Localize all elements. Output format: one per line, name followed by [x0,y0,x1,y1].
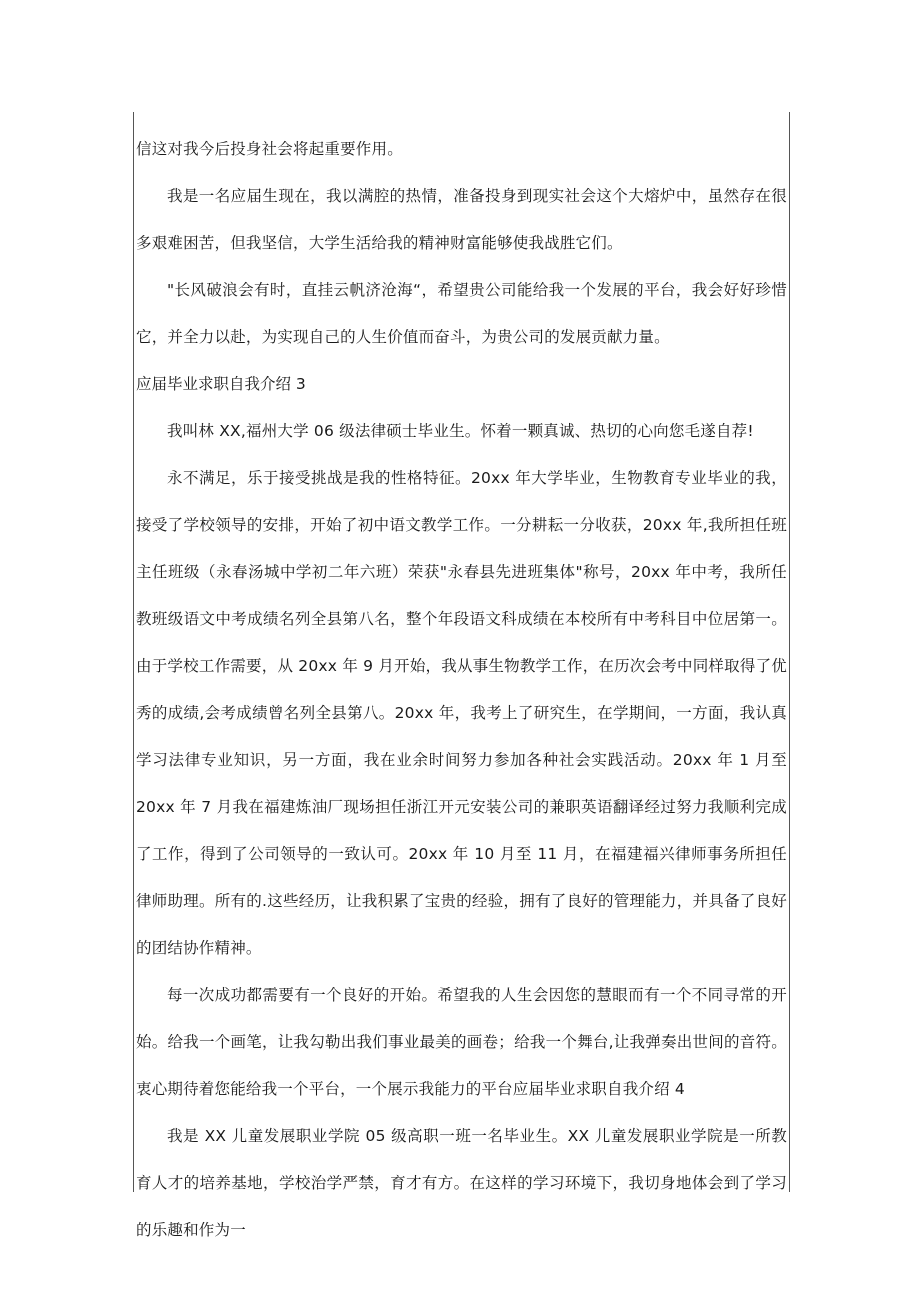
paragraph-self-recommendation: 我叫林 XX,福州大学 06 级法律硕士毕业生。怀着一颗真诚、热切的心向您毛遂自荐! [167,422,754,440]
section-heading-3: 应届毕业求职自我介绍 3 [136,375,306,393]
left-margin-rule [133,112,134,1192]
paragraph-section-4-intro: 我是 XX 儿童发展职业学院 05 级高职一班一名毕业生。XX 儿童发展职业学院是一所教育人才的培养基地，学校治学严禁，育才有方。在这样的学习环境下，我切身地体会到了学习的乐趣和作为一 [136,1127,787,1239]
paragraph-graduate-intro: 我是一名应届生现在，我以满腔的热情，准备投身到现实社会这个大熔炉中，虽然存在很多艰难困苦，但我坚信，大学生活给我的精神财富能够使我战胜它们。 [136,187,787,252]
document-page [136,126,787,1254]
paragraph-continuation: 信这对我今后投身社会将起重要作用。 [136,140,403,158]
paragraph-quote: "长风破浪会有时，直挂云帆济沧海“，希望贵公司能给我一个发展的平台，我会好好珍惜它，并全力以赴，为实现自己的人生价值而奋斗，为贵公司的发展贡献力量。 [136,281,787,346]
right-margin-rule [789,112,790,1192]
paragraph-closing: 每一次成功都需要有一个良好的开始。希望我的人生会因您的慧眼而有一个不同寻常的开始。给我一个画笔，让我勾勒出我们事业最美的画卷；给我一个舞台,让我弹奏出世间的音符。衷心期待着您能给我一个平台，一个展示我能力的平台应届毕业求职自我介绍 4 [136,986,787,1098]
paragraph-experience: 永不满足，乐于接受挑战是我的性格特征。20xx 年大学毕业，生物教育专业毕业的我，接受了学校领导的安排，开始了初中语文教学工作。一分耕耘一分收获，20xx 年,我所担任班主任班级（永春汤城中学初二年六班）荣获"永春县先进班集体"称号，20xx 年中考，我所任教班级语文中考成绩名列全县第八名，整个年段语文科成绩在本校所有中考科目中位居第一。由于学校工作需要，从 20xx 年 9 月开始，我从事生物教学工作，在历次会考中同样取得了优秀的成绩,会考成绩曾名列全县第八。20xx 年，我考上了研究生，在学期间，一方面，我认真学习法律专业知识，另一方面，我在业余时间努力参加各种社会实践活动。20xx 年 1 月至 20xx 年 7 月我在福建炼油厂现场担任浙江开元安装公司的兼职英语翻译经过努力我顺利完成了工作，得到了公司领导的一致认可。20xx 年 10 月至 11 月，在福建福兴律师事务所担任律师助理。所有的.这些经历，让我积累了宝贵的经验，拥有了良好的管理能力，并具备了良好的团结协作精神。 [136,469,787,957]
